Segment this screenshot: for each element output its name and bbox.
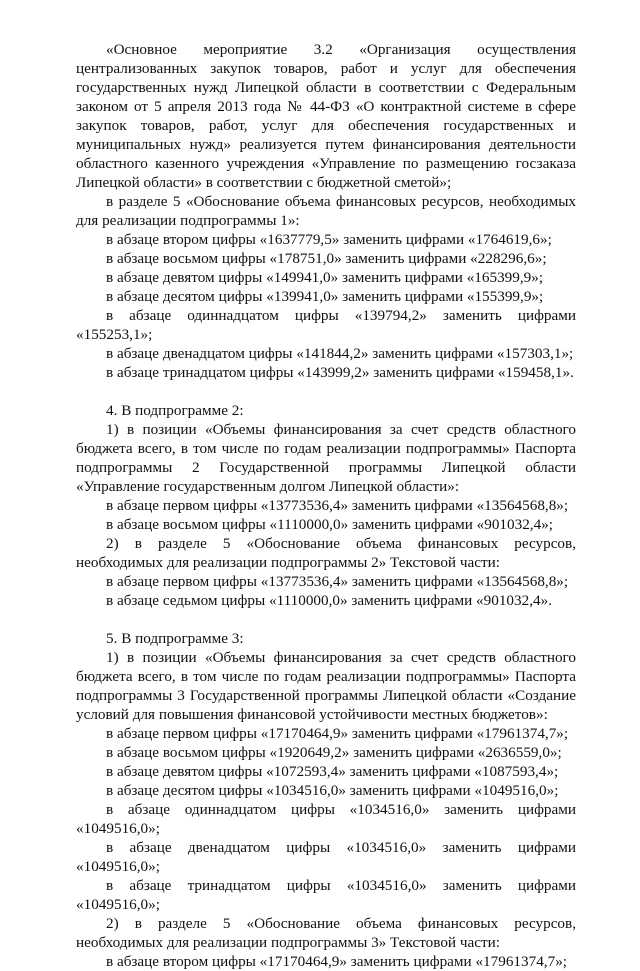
document-paragraph: 4. В подпрограмме 2: [106,402,244,419]
document-paragraph: 1) в позиции «Объемы финансирования за счет средств областного бюджета всего, в том числе по годам реализации подпрограммы» Паспорта подпрограммы 3 Государственной программы Липецкой области «Создание условий для повышения финансовой устойчивости местных бюджетов»: [76,649,576,723]
document-paragraph: в абзаце первом цифры «13773536,4» заменить цифрами «13564568,8»; [106,497,569,514]
document-paragraph: в разделе 5 «Обоснование объема финансовых ресурсов, необходимых для реализации подпрограммы 1»: [76,193,576,229]
document-paragraph: в абзаце втором цифры «17170464,9» заменить цифрами «17961374,7»; [106,953,568,970]
document-page [76,40,576,971]
document-paragraph: 2) в разделе 5 «Обоснование объема финансовых ресурсов, необходимых для реализации подпрограммы 3» Текстовой части: [76,915,576,951]
document-paragraph: в абзаце первом цифры «17170464,9» заменить цифрами «17961374,7»; [106,725,569,742]
document-paragraph: в абзаце десятом цифры «139941,0» заменить цифрами «155399,9»; [106,288,544,305]
document-paragraph: в абзаце девятом цифры «149941,0» заменить цифрами «165399,9»; [106,269,544,286]
document-paragraph: 5. В подпрограмме 3: [106,630,244,647]
document-paragraph: в абзаце одиннадцатом цифры «139794,2» заменить цифрами «155253,1»; [76,307,576,343]
document-paragraph: в абзаце восьмом цифры «178751,0» заменить цифрами «228296,6»; [106,250,547,267]
document-paragraph: в абзаце тринадцатом цифры «143999,2» заменить цифрами «159458,1». [106,364,574,381]
document-paragraph: в абзаце одиннадцатом цифры «1034516,0» заменить цифрами «1049516,0»; [76,801,576,837]
document-paragraph: в абзаце восьмом цифры «1920649,2» заменить цифрами «2636559,0»; [106,744,562,761]
document-paragraph: в абзаце двенадцатом цифры «1034516,0» заменить цифрами «1049516,0»; [76,839,576,875]
document-paragraph: «Основное мероприятие 3.2 «Организация осуществления централизованных закупок товаров, работ и услуг для обеспечения государственных нужд Липецкой области в соответствии с Федеральным законом от 5 апреля 2013 года № 44-ФЗ «О контрактной системе в сфере закупок товаров, работ, услуг для обеспечения государственных и муниципальных нужд» реализуется путем финансирования деятельности областного казенного учреждения «Управление по размещению госзаказа Липецкой области» в соответствии с бюджетной сметой»; [76,41,576,191]
document-paragraph: 1) в позиции «Объемы финансирования за счет средств областного бюджета всего, в том числе по годам реализации подпрограммы» Паспорта подпрограммы 2 Государственной программы Липецкой области «Управление государственным долгом Липецкой области»: [76,421,576,495]
document-paragraph: в абзаце седьмом цифры «1110000,0» заменить цифрами «901032,4». [106,592,552,609]
document-paragraph: в абзаце девятом цифры «1072593,4» заменить цифрами «1087593,4»; [106,763,559,780]
document-paragraph: в абзаце тринадцатом цифры «1034516,0» заменить цифрами «1049516,0»; [76,877,576,913]
paragraph-spacer [76,610,576,629]
document-paragraph: в абзаце втором цифры «1637779,5» заменить цифрами «1764619,6»; [106,231,552,248]
document-paragraph: в абзаце десятом цифры «1034516,0» заменить цифрами «1049516,0»; [106,782,559,799]
paragraph-spacer [76,382,576,401]
document-paragraph: в абзаце двенадцатом цифры «141844,2» заменить цифрами «157303,1»; [106,345,574,362]
document-paragraph: в абзаце восьмом цифры «1110000,0» заменить цифрами «901032,4»; [106,516,553,533]
document-paragraph: в абзаце первом цифры «13773536,4» заменить цифрами «13564568,8»; [106,573,569,590]
document-paragraph: 2) в разделе 5 «Обоснование объема финансовых ресурсов, необходимых для реализации подпрограммы 2» Текстовой части: [76,535,576,571]
